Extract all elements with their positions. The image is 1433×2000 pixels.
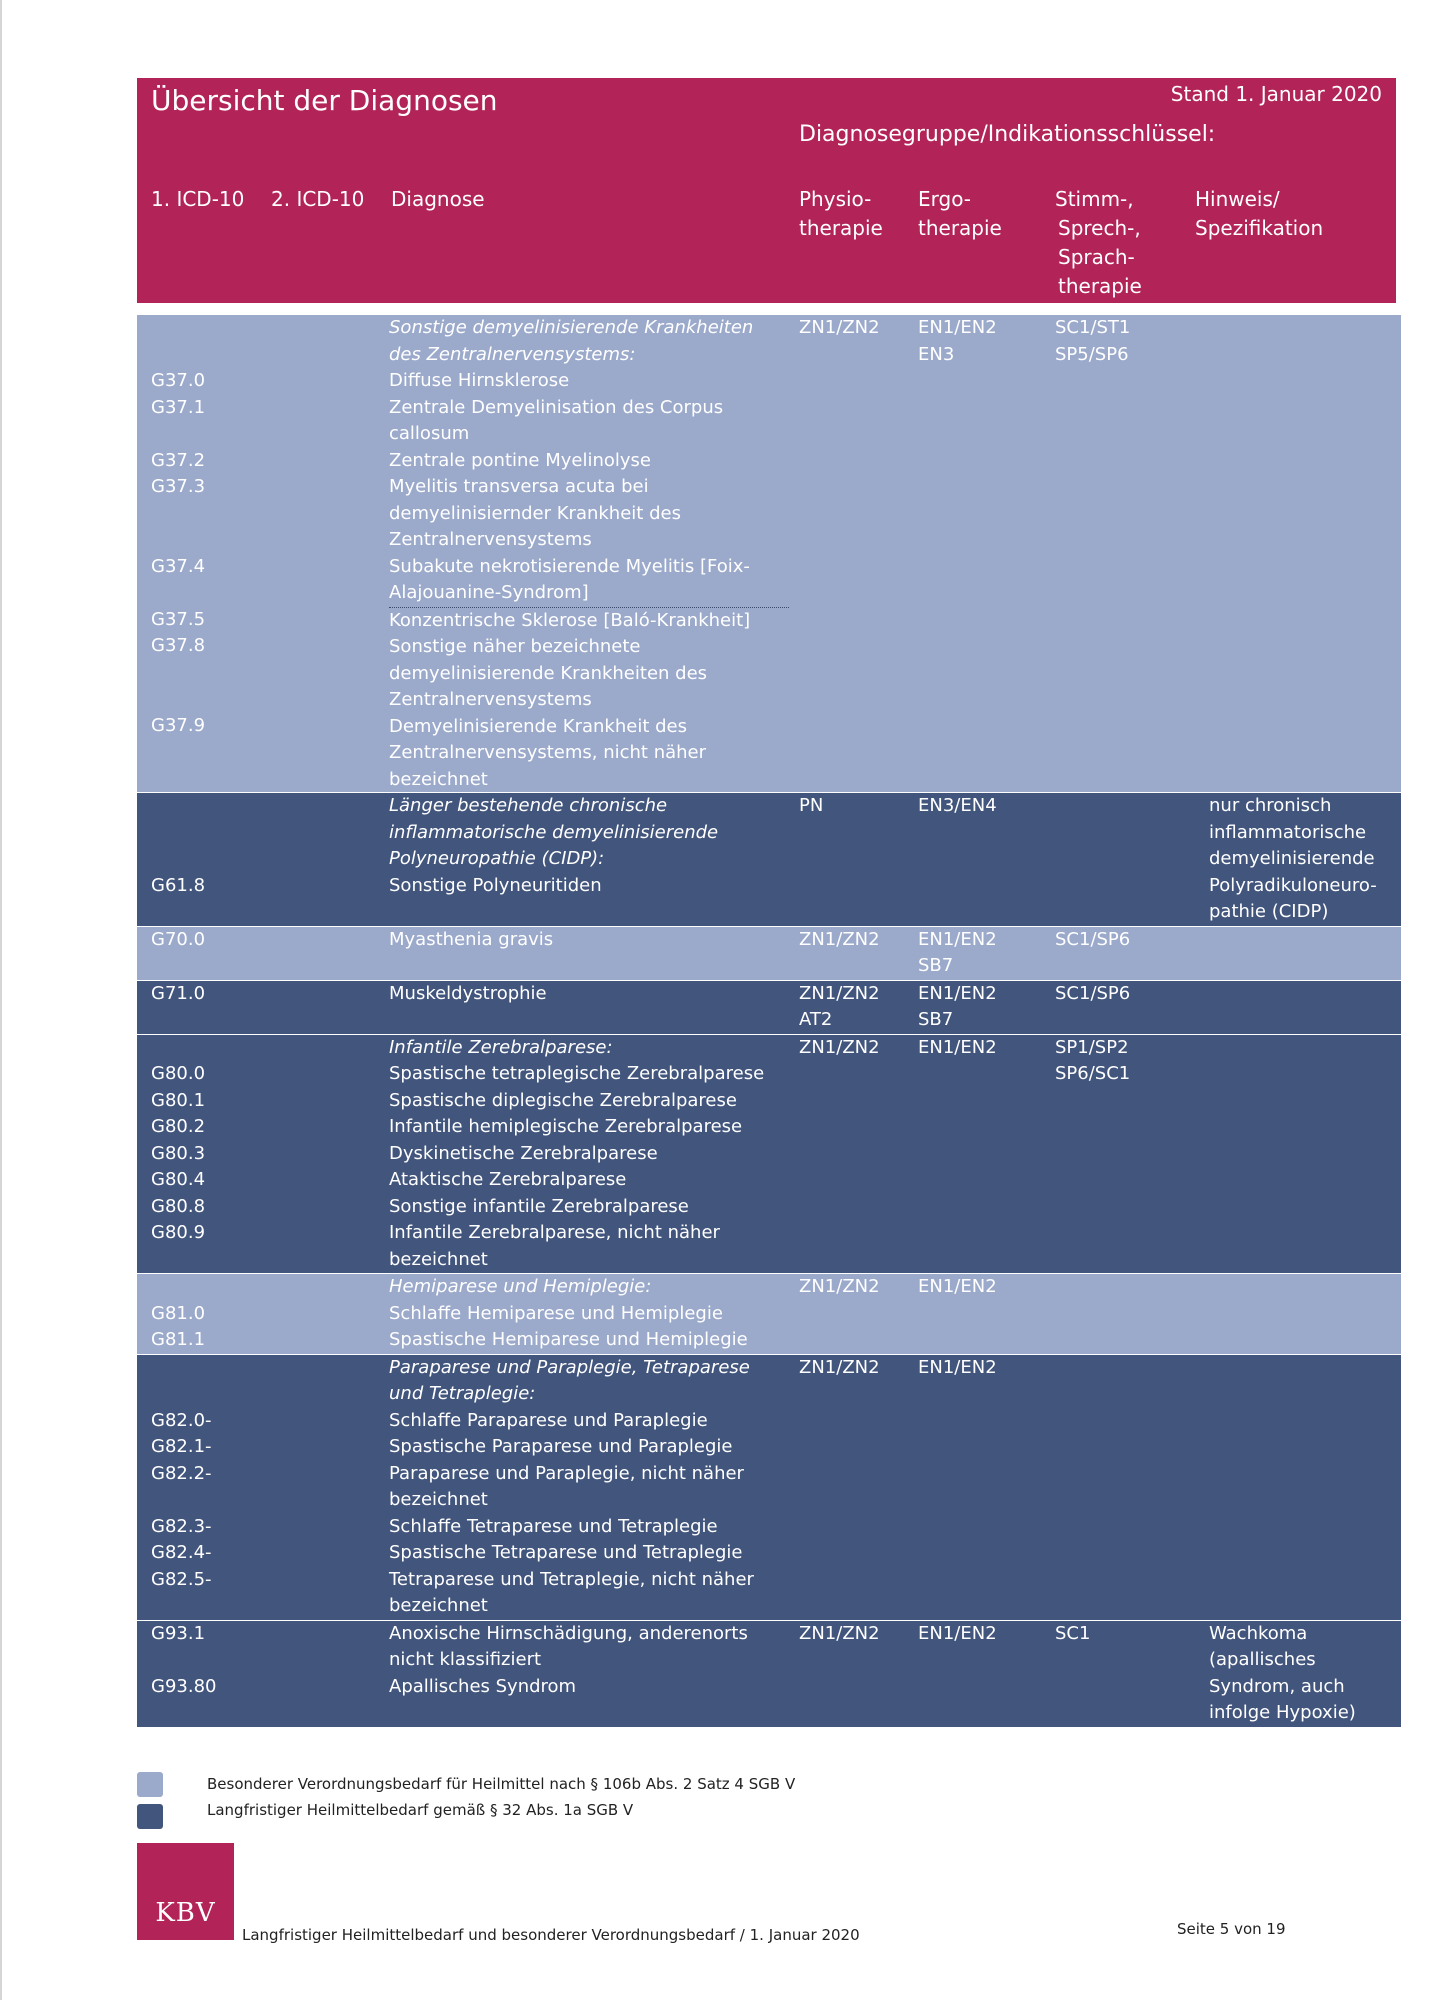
diagnosis-text: Diffuse Hirnsklerose — [389, 370, 570, 391]
diagnosis-text: Anoxische Hirnschädigung, anderenorts — [389, 1622, 748, 1644]
icd-code: G71.0 — [151, 982, 206, 1004]
physio-code: AT2 — [799, 1009, 833, 1030]
table-block — [137, 981, 1401, 1035]
diagnosis-column — [389, 315, 789, 793]
diagnosis-text: Sonstige näher bezeichnete — [389, 636, 641, 657]
column-header-line: Physio- — [799, 187, 872, 211]
icd-code: G37.0 — [151, 370, 206, 391]
icd-code: G61.8 — [151, 874, 206, 896]
speech-code: SP5/SP6 — [1055, 343, 1129, 365]
table-block — [137, 1355, 1401, 1621]
column-header-diagnosis: Diagnose — [391, 187, 485, 211]
group-title: Paraparese und Paraplegie, Tetraparese — [389, 1356, 750, 1378]
table-header — [137, 78, 1396, 303]
diagnosis-text: Apallisches Syndrom — [389, 1675, 577, 1697]
group-title: Polyneuropathie (CIDP): — [389, 848, 605, 869]
diagnosis-text: Subakute nekrotisierende Myelitis [Foix- — [389, 555, 750, 577]
icd-code: G37.8 — [151, 635, 206, 656]
diagnosis-text: bezeichnet — [389, 1595, 488, 1616]
group-title: und Tetraplegie: — [389, 1383, 536, 1404]
diagnosis-text: Demyelinisierende Krankheit des — [389, 715, 687, 737]
diagnosis-table — [137, 315, 1401, 1728]
diagnosis-text: Schlaffe Hemiparese und Hemiplegie — [389, 1302, 723, 1324]
diagnosis-text: Zentralnervensystems — [389, 529, 592, 550]
page-edge — [0, 0, 2, 2000]
spacer — [151, 527, 261, 554]
spacer — [151, 1487, 261, 1514]
group-title: Länger bestehende chronische — [389, 795, 668, 816]
diagnosis-text: Spastische Hemiparese und Hemiplegie — [389, 1329, 748, 1350]
table-block — [137, 1274, 1401, 1355]
column-header-icd1: 1. ICD-10 — [151, 187, 245, 211]
legend-text-light: Besonderer Verordnungsbedarf für Heilmittel nach § 106b Abs. 2 Satz 4 SGB V — [207, 1775, 796, 1793]
speech-code-column — [1055, 927, 1185, 954]
column-header-line: Spezifikation — [1195, 216, 1324, 240]
diagnosis-column — [389, 1035, 789, 1274]
hint-text: inflammatorische — [1209, 821, 1367, 843]
icd-column — [151, 1274, 261, 1354]
icd-column — [151, 793, 261, 899]
hint-text: infolge Hypoxie) — [1209, 1702, 1356, 1723]
hint-text-column — [1209, 793, 1394, 926]
diagnosis-column — [389, 1621, 789, 1701]
icd-code: G82.4- — [151, 1542, 212, 1563]
diagnosis-text: callosum — [389, 423, 470, 444]
icd-code: G82.0- — [151, 1409, 212, 1431]
icd-code: G37.2 — [151, 449, 206, 471]
spacer — [151, 1247, 261, 1274]
speech-code-column — [1055, 981, 1185, 1008]
ergo-code-column — [918, 981, 1048, 1034]
column-header-line: Hinweis/ — [1195, 187, 1280, 211]
ergo-code: EN3/EN4 — [918, 795, 997, 816]
ergo-code: SB7 — [918, 955, 954, 976]
diagnosis-text: Sonstige Polyneuritiden — [389, 874, 602, 896]
spacer — [151, 793, 261, 820]
spacer — [151, 820, 261, 847]
column-header-line: therapie — [918, 216, 1002, 240]
physio-code: ZN1/ZN2 — [799, 317, 880, 338]
logo-text: KBV — [155, 1898, 216, 1928]
icd-code: G81.1 — [151, 1329, 206, 1350]
diagnosis-text: nicht klassifiziert — [389, 1649, 542, 1670]
group-title: Sonstige demyelinisierende Krankheiten — [389, 317, 754, 338]
table-block — [137, 1035, 1401, 1275]
diagnosis-text: Sonstige infantile Zerebralparese — [389, 1195, 689, 1217]
icd-code: G37.5 — [151, 608, 206, 630]
speech-code-column — [1055, 315, 1185, 368]
physio-code-column — [799, 1274, 909, 1301]
physio-code: ZN1/ZN2 — [799, 1356, 880, 1378]
spacer — [151, 660, 261, 687]
physio-code: ZN1/ZN2 — [799, 982, 880, 1004]
status-date: Stand 1. Januar 2020 — [1170, 82, 1382, 106]
icd-code: G37.9 — [151, 714, 206, 736]
ergo-code: EN1/EN2 — [918, 982, 997, 1004]
physio-code-column — [799, 927, 909, 954]
spacer — [151, 846, 261, 873]
column-header-speech — [1055, 185, 1142, 301]
icd-code: G82.5- — [151, 1568, 212, 1590]
speech-code-column — [1055, 1621, 1185, 1648]
diagnosis-text: Zentrale pontine Myelinolyse — [389, 449, 651, 471]
icd-code: G81.0 — [151, 1302, 206, 1324]
speech-code: SC1/SP6 — [1055, 982, 1131, 1004]
spacer — [151, 1593, 261, 1620]
hint-text: pathie (CIDP) — [1209, 901, 1329, 922]
speech-code: SC1/ST1 — [1055, 317, 1131, 338]
diagnosis-text: bezeichnet — [389, 1489, 488, 1510]
icd-code: G37.4 — [151, 555, 206, 577]
diagnosis-column — [389, 927, 789, 954]
column-header-line: Ergo- — [918, 187, 972, 211]
speech-code-column — [1055, 1035, 1185, 1088]
icd-code: G82.1- — [151, 1436, 212, 1457]
footer-text: Langfristiger Heilmittelbedarf und besonderer Verordnungsbedarf / 1. Januar 2020 — [242, 1926, 860, 1944]
icd-code: G80.2 — [151, 1116, 206, 1137]
column-header-icd2: 2. ICD-10 — [271, 187, 365, 211]
icd-column — [151, 981, 261, 1008]
ergo-code: EN1/EN2 — [918, 1036, 997, 1058]
table-block — [137, 793, 1401, 927]
diagnosis-text: Zentrale Demyelinisation des Corpus — [389, 396, 724, 418]
physio-code-column — [799, 1035, 909, 1062]
legend-swatch-dark — [137, 1804, 163, 1829]
physio-code: ZN1/ZN2 — [799, 928, 880, 950]
table-block — [137, 927, 1401, 981]
diagnosis-text: Myasthenia gravis — [389, 928, 554, 950]
spacer — [151, 686, 261, 713]
physio-code-column — [799, 1621, 909, 1648]
diagnosis-text: Konzentrische Sklerose [Baló-Krankheit] — [389, 609, 751, 631]
spacer — [151, 1035, 261, 1062]
diagnosis-text: bezeichnet — [389, 1248, 488, 1270]
diagnosis-text: bezeichnet — [389, 768, 488, 790]
spacer — [151, 580, 261, 607]
hint-text: (apallisches — [1209, 1649, 1316, 1670]
physio-code: ZN1/ZN2 — [799, 1622, 880, 1644]
ergo-code: EN1/EN2 — [918, 317, 997, 338]
diagnosis-text: demyelinisierende Krankheiten des — [389, 662, 708, 684]
physio-code-column — [799, 315, 909, 342]
column-header-ergo — [918, 185, 1002, 243]
column-header-hint — [1195, 185, 1323, 243]
speech-code: SC1/SP6 — [1055, 928, 1131, 950]
ergo-code-column — [918, 1274, 1048, 1301]
legend-swatch-light — [137, 1772, 163, 1797]
icd-code: G80.4 — [151, 1169, 206, 1190]
icd-code: G80.3 — [151, 1142, 206, 1164]
icd-code: G80.1 — [151, 1089, 206, 1111]
ergo-code-column — [918, 1621, 1048, 1648]
spacer — [151, 342, 261, 369]
icd-code: G82.2- — [151, 1462, 212, 1484]
icd-code: G70.0 — [151, 928, 206, 950]
icd-code: G80.0 — [151, 1063, 206, 1084]
icd-code: G37.1 — [151, 396, 206, 418]
spacer — [151, 315, 261, 342]
kbv-logo — [137, 1843, 234, 1940]
physio-code-column — [799, 981, 909, 1034]
speech-code: SP6/SC1 — [1055, 1063, 1131, 1084]
spacer — [151, 766, 261, 793]
ergo-code: EN3 — [918, 343, 955, 365]
page-number: Seite 5 von 19 — [1177, 1920, 1286, 1938]
diagnosis-text: Schlaffe Paraparese und Paraplegie — [389, 1409, 708, 1431]
speech-code: SP1/SP2 — [1055, 1036, 1129, 1058]
ergo-code-column — [918, 315, 1048, 368]
group-title: Hemiparese und Hemiplegie: — [389, 1276, 652, 1297]
diagnosis-text: Myelitis transversa acuta bei — [389, 476, 649, 497]
icd-code: G80.8 — [151, 1195, 206, 1217]
page-title: Übersicht der Diagnosen — [151, 84, 498, 117]
ergo-code-column — [918, 927, 1048, 980]
icd-code: G82.3- — [151, 1515, 212, 1537]
diagnosis-text: Infantile Zerebralparese, nicht näher — [389, 1222, 720, 1243]
column-header-line: therapie — [1058, 274, 1142, 298]
spacer — [151, 739, 261, 766]
hint-text: demyelinisierende — [1209, 848, 1375, 869]
spacer — [151, 1647, 261, 1674]
physio-code: PN — [799, 795, 824, 816]
ergo-code: EN1/EN2 — [918, 928, 997, 950]
icd-code: G80.9 — [151, 1222, 206, 1243]
icd-code: G93.80 — [151, 1675, 217, 1697]
diagnosis-text: Zentralnervensystems, nicht näher — [389, 742, 707, 763]
ergo-code: EN1/EN2 — [918, 1622, 997, 1644]
column-header-line: therapie — [799, 216, 883, 240]
spacer — [151, 501, 261, 528]
ergo-code: SB7 — [918, 1009, 954, 1030]
diagnosis-text: Spastische diplegische Zerebralparese — [389, 1089, 737, 1111]
physio-code: ZN1/ZN2 — [799, 1276, 880, 1297]
ergo-code: EN1/EN2 — [918, 1276, 997, 1297]
icd-column — [151, 1035, 261, 1274]
physio-code-column — [799, 1355, 909, 1382]
diagnosis-group-label: Diagnosegruppe/Indikationsschlüssel: — [799, 122, 1216, 147]
ergo-code-column — [918, 1355, 1048, 1382]
hint-text: nur chronisch — [1209, 795, 1332, 816]
diagnosis-text: Zentralnervensystems — [389, 689, 592, 710]
legend-text-dark: Langfristiger Heilmittelbedarf gemäß § 32 Abs. 1a SGB V — [207, 1801, 634, 1819]
group-title: des Zentralnervensystems: — [389, 343, 636, 365]
table-block — [137, 1621, 1401, 1728]
ergo-code: EN1/EN2 — [918, 1356, 997, 1378]
diagnosis-text: Schlaffe Tetraparese und Tetraplegie — [389, 1515, 718, 1537]
diagnosis-text: Muskeldystrophie — [389, 982, 547, 1004]
hint-text: Polyradikuloneuro- — [1209, 874, 1377, 896]
hint-text: Wachkoma — [1209, 1622, 1308, 1644]
diagnosis-text: Paraparese und Paraplegie, nicht näher — [389, 1462, 744, 1484]
diagnosis-text: Dyskinetische Zerebralparese — [389, 1142, 658, 1164]
diagnosis-text: Ataktische Zerebralparese — [389, 1169, 627, 1190]
diagnosis-text: Spastische tetraplegische Zerebralparese — [389, 1063, 765, 1084]
spacer — [151, 1355, 261, 1382]
ergo-code-column — [918, 793, 1048, 820]
group-title: Infantile Zerebralparese: — [389, 1036, 613, 1058]
physio-code-column — [799, 793, 909, 820]
column-header-line: Sprach- — [1058, 245, 1135, 269]
speech-code: SC1 — [1055, 1622, 1091, 1644]
diagnosis-text: Spastische Tetraparese und Tetraplegie — [389, 1542, 743, 1563]
column-header-line: Sprech-, — [1058, 216, 1141, 240]
diagnosis-column — [389, 1355, 789, 1620]
diagnosis-text: demyelinisiernder Krankheit des — [389, 502, 681, 524]
ergo-code-column — [918, 1035, 1048, 1062]
column-header-line: Stimm-, — [1055, 187, 1134, 211]
diagnosis-text: Tetraparese und Tetraplegie, nicht näher — [389, 1568, 754, 1590]
column-header-physio — [799, 185, 883, 243]
hint-text-column — [1209, 1621, 1394, 1727]
diagnosis-column — [389, 981, 789, 1008]
diagnosis-column — [389, 1274, 789, 1354]
table-block — [137, 315, 1401, 793]
group-title: inflammatorische demyelinisierende — [389, 821, 719, 843]
physio-code: ZN1/ZN2 — [799, 1036, 880, 1058]
spacer — [151, 1381, 261, 1408]
spacer — [151, 1274, 261, 1301]
diagnosis-text: Spastische Paraparese und Paraplegie — [389, 1436, 733, 1457]
diagnosis-column — [389, 793, 789, 899]
icd-code: G37.3 — [151, 476, 206, 497]
icd-column — [151, 927, 261, 954]
icd-column — [151, 1621, 261, 1701]
icd-column — [151, 315, 261, 792]
diagnosis-text: Alajouanine-Syndrom] — [389, 580, 789, 608]
diagnosis-text: Infantile hemiplegische Zerebralparese — [389, 1116, 743, 1137]
hint-text: Syndrom, auch — [1209, 1675, 1345, 1697]
icd-column — [151, 1355, 261, 1620]
spacer — [151, 421, 261, 448]
icd-code: G93.1 — [151, 1622, 206, 1644]
